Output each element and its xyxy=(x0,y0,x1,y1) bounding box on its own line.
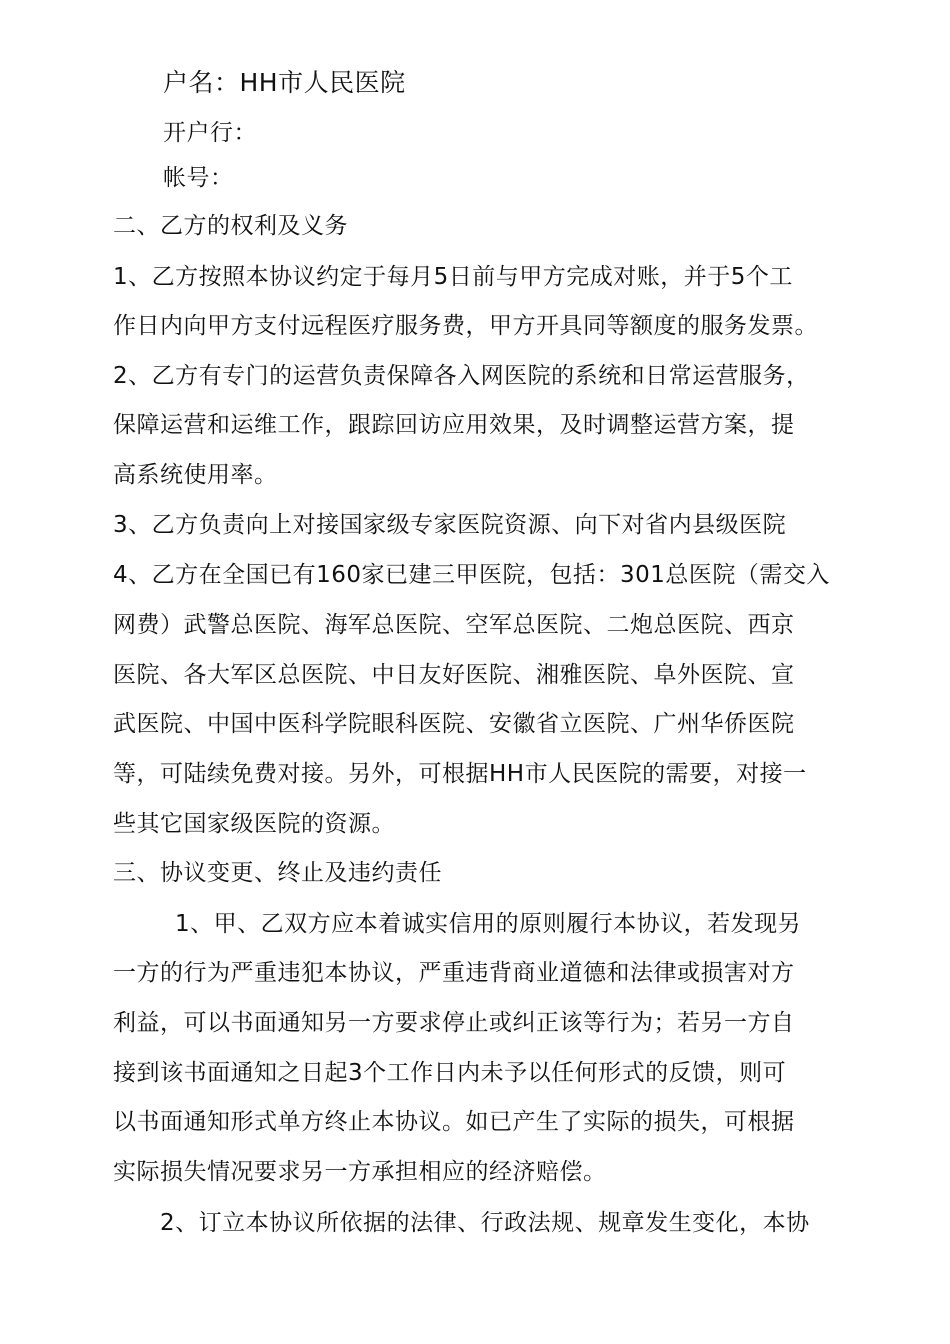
paragraph-line: 作日内向甲方支付远程医疗服务费，甲方开具同等额度的服务发票。 xyxy=(113,313,818,339)
paragraph-line: 实际损失情况要求另一方承担相应的经济赔偿。 xyxy=(113,1159,607,1185)
paragraph-line: 利益，可以书面通知另一方要求停止或纠正该等行为；若另一方自 xyxy=(113,1010,795,1036)
section-3-heading: 三、协议变更、终止及违约责任 xyxy=(113,860,442,886)
paragraph-line: 一方的行为严重违犯本协议，严重违背商业道德和法律或损害对方 xyxy=(113,960,795,986)
paragraph-line: 武医院、中国中医科学院眼科医院、安徽省立医院、广州华侨医院 xyxy=(113,711,795,737)
paragraph-line: 等，可陆续免费对接。另外，可根据HH市人民医院的需要，对接一 xyxy=(113,761,807,787)
paragraph-line: 1、乙方按照本协议约定于每月5日前与甲方完成对账，并于5个工 xyxy=(113,264,793,290)
paragraph-line: 2、乙方有专门的运营负责保障各入网医院的系统和日常运营服务， xyxy=(113,363,810,389)
paragraph-line: 2、订立本协议所依据的法律、行政法规、规章发生变化，本协 xyxy=(160,1210,810,1236)
account-name-line: 户名：HH市人民医院 xyxy=(163,68,406,97)
section-2-heading: 二、乙方的权利及义务 xyxy=(113,213,348,239)
paragraph-line: 以书面通知形式单方终止本协议。如已产生了实际的损失，可根据 xyxy=(113,1109,795,1135)
paragraph-line: 4、乙方在全国已有160家已建三甲医院，包括：301总医院（需交入 xyxy=(113,562,830,588)
bank-line: 开户行： xyxy=(163,120,257,146)
paragraph-line: 1、甲、乙双方应本着诚实信用的原则履行本协议，若发现另 xyxy=(175,911,802,937)
paragraph-line: 保障运营和运维工作，跟踪回访应用效果，及时调整运营方案，提 xyxy=(113,412,795,438)
paragraph-line: 3、乙方负责向上对接国家级专家医院资源、向下对省内县级医院 xyxy=(113,512,787,538)
paragraph-line: 医院、各大军区总医院、中日友好医院、湘雅医院、阜外医院、宣 xyxy=(113,662,795,688)
paragraph-line: 些其它国家级医院的资源。 xyxy=(113,811,395,837)
paragraph-line: 接到该书面通知之日起3个工作日内未予以任何形式的反馈，则可 xyxy=(113,1060,787,1086)
paragraph-line: 网费）武警总医院、海军总医院、空军总医院、二炮总医院、西京 xyxy=(113,612,795,638)
account-number-line: 帐号： xyxy=(163,165,234,191)
paragraph-line: 高系统使用率。 xyxy=(113,462,278,488)
